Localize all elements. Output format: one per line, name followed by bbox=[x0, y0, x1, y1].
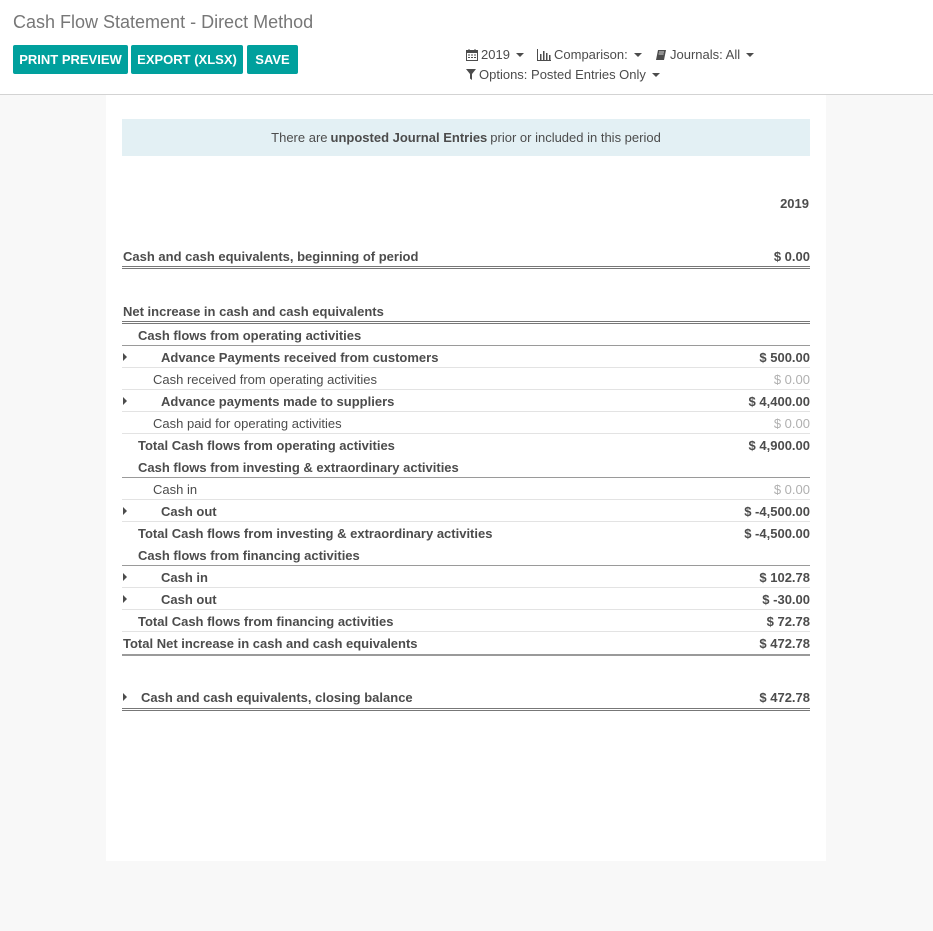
expand-caret-icon[interactable] bbox=[123, 693, 127, 701]
journals-filter[interactable] bbox=[655, 47, 754, 62]
report-row-amount: $ 4,900.00 bbox=[748, 438, 810, 453]
report-row-financing-total bbox=[122, 610, 810, 632]
report-row-beginning bbox=[122, 245, 810, 269]
control-panel bbox=[0, 0, 933, 95]
report-row-label: Total Cash flows from operating activities bbox=[138, 438, 395, 453]
report-row-label[interactable]: Cash out bbox=[161, 504, 217, 519]
alert-prefix: There are bbox=[271, 130, 328, 145]
export-xlsx-button[interactable]: EXPORT (XLSX) bbox=[131, 45, 243, 74]
bar-chart-icon bbox=[537, 49, 551, 61]
report-row-amount: $ 4,400.00 bbox=[748, 394, 810, 409]
report-row-label: Total Cash flows from financing activities bbox=[138, 614, 394, 629]
report-row-financing-header bbox=[122, 544, 810, 566]
report-row-net-increase bbox=[122, 300, 810, 324]
report-row-label: Cash paid for operating activities bbox=[153, 416, 342, 431]
report-row-label[interactable]: Advance Payments received from customers bbox=[161, 350, 439, 365]
chevron-down-icon bbox=[746, 53, 754, 57]
report-row-label[interactable]: Cash in bbox=[161, 570, 208, 585]
unposted-entries-alert bbox=[122, 119, 810, 156]
options-filter-label: Options: Posted Entries Only bbox=[479, 67, 646, 82]
report-row-label[interactable]: Cash out bbox=[161, 592, 217, 607]
save-button[interactable]: SAVE bbox=[247, 45, 298, 74]
report-row-cash-received bbox=[122, 368, 810, 390]
comparison-filter-label: Comparison: bbox=[554, 47, 628, 62]
report-row-amount: $ -30.00 bbox=[762, 592, 810, 607]
column-header-year: 2019 bbox=[780, 196, 809, 211]
report-row-investing-cash-in bbox=[122, 478, 810, 500]
report-row-operating-header bbox=[122, 324, 810, 346]
report-row-investing-cash-out[interactable] bbox=[122, 500, 810, 522]
report-row-label: Total Net increase in cash and cash equivalents bbox=[123, 636, 418, 651]
report-row-financing-cash-in[interactable] bbox=[122, 566, 810, 588]
print-preview-button[interactable]: PRINT PREVIEW bbox=[13, 45, 128, 74]
report-row-amount: $ 0.00 bbox=[773, 482, 810, 497]
report-row-label[interactable]: Advance payments made to suppliers bbox=[161, 394, 395, 409]
page-title: Cash Flow Statement - Direct Method bbox=[13, 12, 314, 32]
report-row-amount: $ 472.78 bbox=[759, 636, 810, 651]
report-row-amount: $ -4,500.00 bbox=[744, 504, 810, 519]
chevron-down-icon bbox=[634, 53, 642, 57]
period-filter[interactable] bbox=[466, 47, 524, 62]
report-row-label: Cash and cash equivalents, beginning of period bbox=[123, 249, 419, 264]
report-row-advance-paid[interactable] bbox=[122, 390, 810, 412]
report-row-label[interactable]: Cash and cash equivalents, closing balance bbox=[141, 690, 413, 705]
journals-filter-label: Journals: All bbox=[670, 47, 741, 62]
report-row-amount: $ 500.00 bbox=[759, 350, 810, 365]
filter-icon bbox=[466, 69, 476, 80]
chevron-down-icon bbox=[516, 53, 524, 57]
period-filter-label: 2019 bbox=[481, 47, 510, 62]
report-row-label: Cash flows from financing activities bbox=[138, 548, 360, 563]
report-row-amount: $ 72.78 bbox=[766, 614, 810, 629]
report-row-net-increase-total bbox=[122, 632, 810, 656]
report-row-amount: $ -4,500.00 bbox=[744, 526, 810, 541]
expand-caret-icon[interactable] bbox=[123, 573, 127, 581]
report-row-advance-received[interactable] bbox=[122, 346, 810, 368]
report-row-operating-total bbox=[122, 434, 810, 456]
report-row-investing-header bbox=[122, 456, 810, 478]
book-icon bbox=[655, 49, 667, 61]
report-row-cash-paid bbox=[122, 412, 810, 434]
report-sheet bbox=[106, 95, 826, 861]
report-row-label: Total Cash flows from investing & extraordinary activities bbox=[138, 526, 493, 541]
report-row-closing-balance[interactable] bbox=[122, 686, 810, 711]
report-row-investing-total bbox=[122, 522, 810, 544]
report-row-label: Cash in bbox=[153, 482, 198, 497]
expand-caret-icon[interactable] bbox=[123, 507, 127, 515]
calendar-icon bbox=[466, 49, 478, 61]
report-row-financing-cash-out[interactable] bbox=[122, 588, 810, 610]
report-row-amount: $ 0.00 bbox=[773, 249, 810, 264]
report-row-label: Cash received from operating activities bbox=[153, 372, 377, 387]
report-row-label: Cash flows from investing & extraordinary activities bbox=[138, 460, 459, 475]
expand-caret-icon[interactable] bbox=[123, 353, 127, 361]
chevron-down-icon bbox=[652, 73, 660, 77]
report-row-amount: $ 0.00 bbox=[773, 372, 810, 387]
expand-caret-icon[interactable] bbox=[123, 595, 127, 603]
comparison-filter[interactable] bbox=[537, 47, 642, 62]
report-row-amount: $ 0.00 bbox=[773, 416, 810, 431]
report-row-amount: $ 102.78 bbox=[759, 570, 810, 585]
report-row-label: Cash flows from operating activities bbox=[138, 328, 362, 343]
options-filter[interactable] bbox=[466, 67, 660, 82]
report-row-label: Net increase in cash and cash equivalents bbox=[123, 304, 384, 319]
alert-suffix: prior or included in this period bbox=[490, 130, 661, 145]
alert-highlight[interactable]: unposted Journal Entries bbox=[330, 130, 488, 145]
report-row-amount: $ 472.78 bbox=[759, 690, 810, 705]
expand-caret-icon[interactable] bbox=[123, 397, 127, 405]
